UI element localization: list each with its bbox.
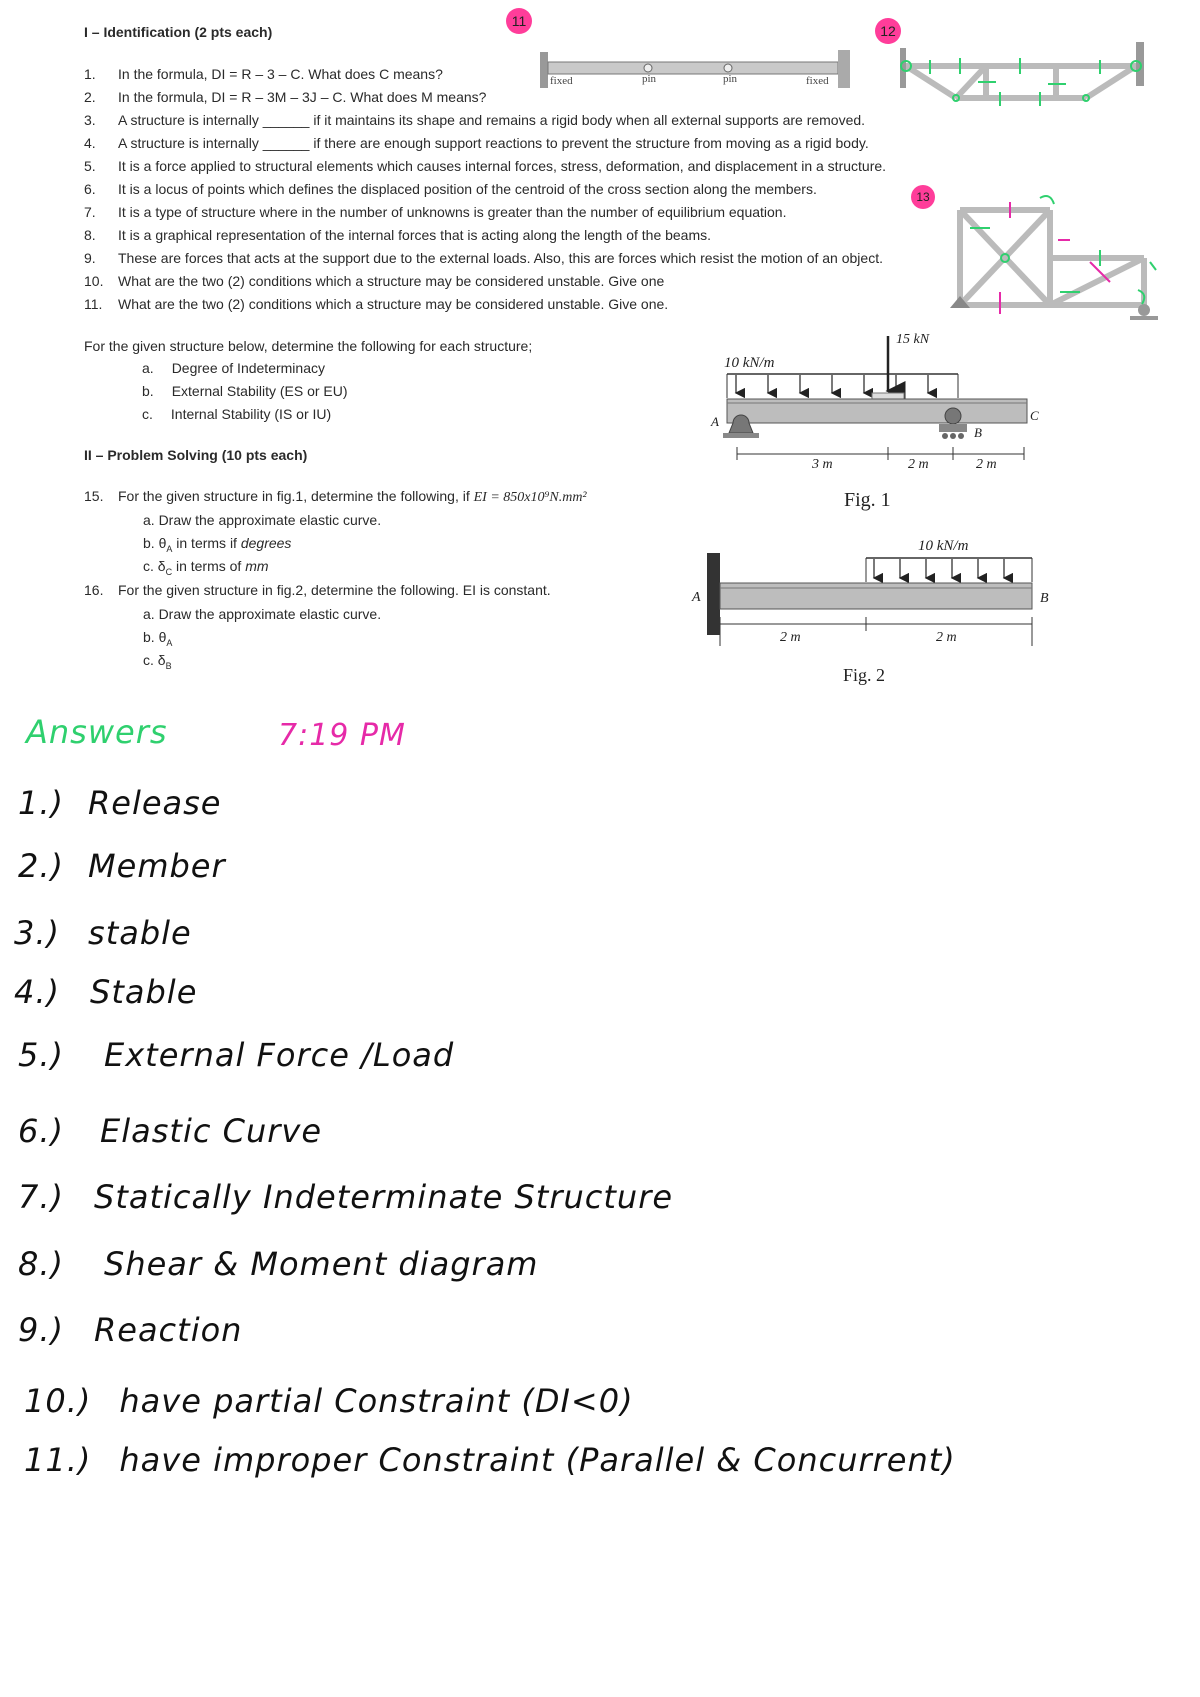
question-4: 4. A structure is internally ______ if there are enough support reactions to prevent the structure from moving as a rigid body.	[84, 135, 869, 151]
beam11-label-pin-1: pin	[642, 73, 657, 85]
badge-12: 12	[875, 18, 901, 44]
fig1-dim-1: 3 m	[812, 457, 833, 472]
problem-15-b: b. $\theta_A$ in terms if degrees	[143, 535, 292, 554]
question-11: 11. What are the two (2) conditions which a structure may be considered unstable. Give one.	[84, 296, 669, 312]
problem-15-c: c. $\delta_C$ in terms of mm	[143, 558, 269, 577]
answers-time: 7:19 PM	[278, 718, 406, 753]
question-10: 10. What are the two (2) conditions which a structure may be considered unstable. Give one	[84, 273, 665, 289]
figures-layer	[0, 0, 1200, 700]
determine-intro: For the given structure below, determine the following for each structure;	[84, 338, 533, 354]
determine-item-b: b. External Stability (ES or EU)	[142, 383, 348, 399]
problem-15-a: a. Draw the approximate elastic curve.	[143, 512, 382, 528]
figure-13-frame	[950, 196, 1158, 320]
section2-heading: II – Problem Solving (10 pts each)	[84, 447, 308, 463]
answer-2: 2.) Member	[18, 847, 226, 885]
beam11-label-pin-2: pin	[723, 73, 738, 85]
badge-11: 11	[506, 8, 532, 34]
badge-13: 13	[911, 185, 935, 209]
answers-title: Answers	[26, 713, 168, 751]
fig1-label-c: C	[1030, 408, 1039, 423]
answer-6: 6.) Elastic Curve	[18, 1112, 323, 1150]
fig2-dim-2: 2 m	[936, 630, 957, 645]
answer-1: 1.) Release	[18, 784, 222, 822]
problem-15: 15. For the given structure in fig.1, determine the following, if EI = 850x10⁹N.mm²	[84, 488, 587, 505]
fig1-udl-label: 10 kN/m	[724, 355, 775, 371]
answer-9: 9.) Reaction	[18, 1311, 243, 1349]
fig1-label-b: B	[974, 425, 982, 440]
question-9: 9. These are forces that acts at the support due to the external loads. Also, this are forces which resist the motion of an object.	[84, 250, 883, 266]
answer-5: 5.) External Force /Load	[18, 1036, 455, 1074]
problem-16-c: c. $\delta_B$	[143, 652, 172, 671]
fig1-dim-2: 2 m	[908, 457, 929, 472]
answer-3: 3.) stable	[14, 914, 192, 952]
problem-16-a: a. Draw the approximate elastic curve.	[143, 606, 382, 622]
fig1-caption: Fig. 1	[844, 489, 891, 511]
fig2-beam	[691, 538, 1049, 685]
fig1-beam	[710, 332, 1039, 511]
question-3: 3. A structure is internally ______ if it maintains its shape and remains a rigid body when all external supports are removed.	[84, 112, 866, 128]
fig2-udl-label: 10 kN/m	[918, 538, 969, 554]
question-1: 1. In the formula, DI = R – 3 – C. What does C means?	[84, 66, 443, 82]
determine-item-a: a. Degree of Indeterminacy	[142, 360, 325, 376]
problem-16: 16. For the given structure in fig.2, determine the following. EI is constant.	[84, 582, 551, 598]
problem-16-b: b. $\theta_A$	[143, 629, 173, 648]
fig2-label-a: A	[692, 590, 701, 605]
fig1-point-load-label: 15 kN	[896, 332, 930, 347]
question-5: 5. It is a force applied to structural elements which causes internal forces, stress, deformation, and displacement in a structure.	[84, 158, 887, 174]
answer-4: 4.) Stable	[14, 973, 198, 1011]
answer-11: 11.) have improper Constraint (Parallel & Concurrent)	[24, 1441, 956, 1479]
fig1-dim-3: 2 m	[976, 457, 997, 472]
beam11-label-fixed-right: fixed	[806, 75, 829, 87]
question-2: 2. In the formula, DI = R – 3M – 3J – C. What does M means?	[84, 89, 487, 105]
question-7: 7. It is a type of structure where in the number of unknowns is greater than the number of equilibrium equation.	[84, 204, 787, 220]
answer-8: 8.) Shear & Moment diagram	[18, 1245, 539, 1283]
answer-7: 7.) Statically Indeterminate Structure	[18, 1178, 674, 1216]
determine-item-c: c. Internal Stability (IS or IU)	[142, 406, 332, 422]
figure-12-truss	[900, 42, 1144, 106]
fig2-caption: Fig. 2	[843, 665, 886, 685]
answer-10: 10.) have partial Constraint (DI<0)	[24, 1382, 634, 1420]
fig2-dim-1: 2 m	[780, 630, 801, 645]
beam11-label-fixed-left: fixed	[550, 75, 573, 87]
fig2-label-b: B	[1040, 591, 1049, 606]
fig1-label-a: A	[711, 414, 719, 429]
section1-heading: I – Identification (2 pts each)	[84, 24, 273, 40]
question-6: 6. It is a locus of points which defines the displaced position of the centroid of the cross section along the members.	[84, 181, 817, 197]
question-8: 8. It is a graphical representation of the internal forces that is acting along the length of the beams.	[84, 227, 712, 243]
figure-11-beam	[540, 50, 850, 88]
